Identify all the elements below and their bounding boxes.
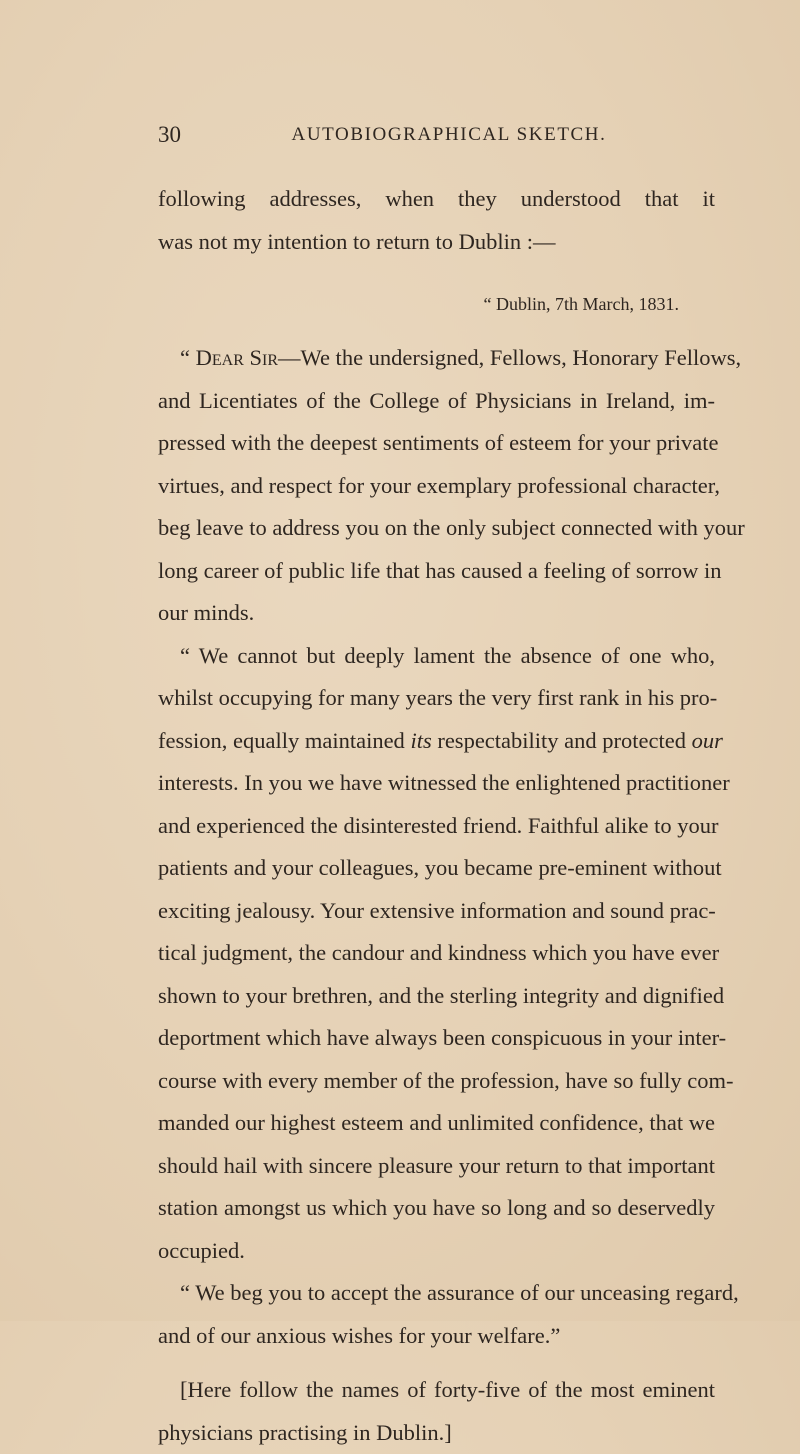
text-line: “ We beg you to accept the assurance of our unceasing regard, xyxy=(158,1272,715,1315)
text-line: should hail with sincere pleasure your return to that important xyxy=(158,1145,715,1188)
text-line: whilst occupying for many years the very first rank in his pro- xyxy=(158,677,715,720)
text-line: “ We cannot but deeply lament the absence of one who, xyxy=(158,635,715,678)
text-line: and Licentiates of the College of Physicians in Ireland, im- xyxy=(158,380,715,423)
text-line: pressed with the deepest sentiments of esteem for your private xyxy=(158,422,715,465)
text-line: interests. In you we have witnessed the enlightened practitioner xyxy=(158,762,715,805)
text-line: was not my intention to return to Dublin :— xyxy=(158,221,715,264)
body-text xyxy=(158,178,715,1454)
text-line: virtues, and respect for your exemplary professional character, xyxy=(158,465,715,508)
text-line: patients and your colleagues, you became pre-eminent without xyxy=(158,847,715,890)
text-line: physicians practising in Dublin.] xyxy=(158,1412,715,1454)
salutation: Dear Sir xyxy=(196,345,278,370)
text-line: beg leave to address you on the only subject connected with your xyxy=(158,507,715,550)
text-line: following addresses, when they understood that it xyxy=(158,178,715,221)
text-run: fession, equally maintained xyxy=(158,728,410,753)
letter-dateline: “ Dublin, 7th March, 1831. xyxy=(158,283,715,325)
salutation-quote: “ xyxy=(180,345,196,370)
letter-paragraph-3 xyxy=(158,1272,715,1357)
text-line: shown to your brethren, and the sterling integrity and dignified xyxy=(158,975,715,1018)
text-line: deportment which have always been conspicuous in your inter- xyxy=(158,1017,715,1060)
italic-emphasis: our xyxy=(692,728,723,753)
running-title: AUTOBIOGRAPHICAL SKETCH. xyxy=(183,118,715,152)
text-line: manded our highest esteem and unlimited confidence, that we xyxy=(158,1102,715,1145)
text-line: exciting jealousy. Your extensive information and sound prac- xyxy=(158,890,715,933)
running-head xyxy=(158,118,715,152)
text-line: [Here follow the names of forty-five of the most eminent xyxy=(158,1369,715,1412)
italic-emphasis: its xyxy=(410,728,431,753)
text-line: occupied. xyxy=(158,1230,715,1273)
text-line xyxy=(158,337,715,380)
editorial-note xyxy=(158,1369,715,1454)
text-line: station amongst us which you have so long and so deservedly xyxy=(158,1187,715,1230)
intro-paragraph xyxy=(158,178,715,263)
text-line: tical judgment, the candour and kindness which you have ever xyxy=(158,932,715,975)
page-number: 30 xyxy=(158,118,181,152)
text-line: course with every member of the profession, have so fully com- xyxy=(158,1060,715,1103)
letter-paragraph-2 xyxy=(158,635,715,1273)
text-run: respectability and protected xyxy=(432,728,692,753)
text-line: our minds. xyxy=(158,592,715,635)
text-line xyxy=(158,720,715,763)
salutation-continuation: —We the undersigned, Fellows, Honorary Fellows, xyxy=(278,345,741,370)
text-line: and experienced the disinterested friend. Faithful alike to your xyxy=(158,805,715,848)
text-line: and of our anxious wishes for your welfare.” xyxy=(158,1315,715,1358)
text-line: long career of public life that has caused a feeling of sorrow in xyxy=(158,550,715,593)
letter-paragraph-1 xyxy=(158,337,715,635)
